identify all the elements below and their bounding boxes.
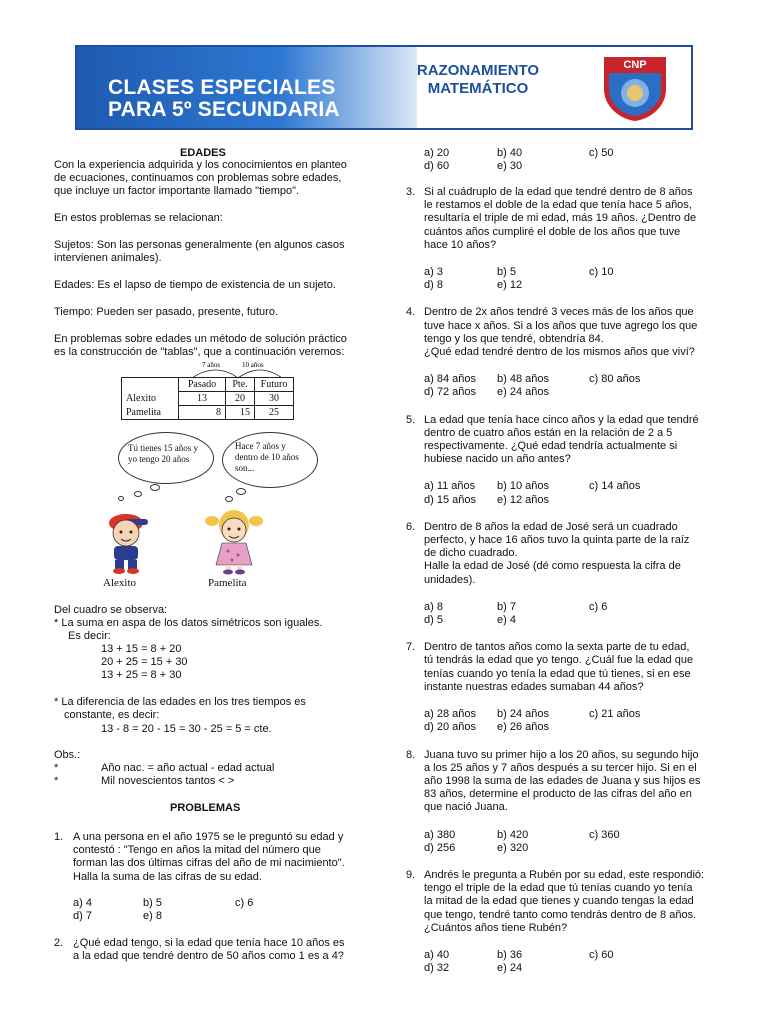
intro-paragraph-6: En problemas sobre edades un método de solución práctico es la construcción de "tablas", que a continuación veremos: <box>54 333 347 359</box>
table-row-name: Alexito <box>122 392 179 406</box>
table-header-row <box>122 378 294 392</box>
option: e) 24 <box>497 962 523 975</box>
option: b) 7 <box>497 600 516 613</box>
problem-number: 4. <box>406 306 416 319</box>
problem-number: 9. <box>406 868 416 881</box>
problem-2-options: a) 20 b) 40 c) 50 d) 60 e) 30 <box>424 147 614 173</box>
obs-star: * <box>54 762 59 774</box>
problem-number: 5. <box>406 413 416 426</box>
option: e) 24 años <box>497 386 549 399</box>
option: c) 360 <box>589 828 620 841</box>
table-cell: 15 <box>226 406 255 420</box>
option: e) 12 años <box>497 493 549 506</box>
option: a) 40 <box>424 948 450 961</box>
option: c) 80 años <box>589 373 641 386</box>
arc-label-right: 10 años <box>242 361 264 369</box>
page-title-line-2: PARA 5º SECUNDARIA <box>108 98 340 121</box>
option: a) 8 <box>424 600 443 613</box>
problem-block <box>406 749 716 855</box>
thought-bubble-pamelita: Hace 7 años y dentro de 10 años son... <box>222 432 318 488</box>
option: c) 10 <box>589 266 614 279</box>
option: c) 6 <box>589 600 608 613</box>
bubble-dot <box>225 496 233 502</box>
bubble-dot <box>118 496 124 501</box>
problem-text: Andrés le pregunta a Rubén por su edad, este respondió: tengo el triple de la edad que tú tenías cuando yo tenía la mitad de la edad que tienes y cuando tengas la edad que tengo, tendré tanto como tendrás dentro de 8 años. ¿Cuántos años tiene Rubén? <box>424 868 705 934</box>
kid-label-alexito: Alexito <box>103 577 136 589</box>
intro-paragraph-1: Con la experiencia adquirida y los conocimientos en planteo de ecuaciones, continuamos con problemas sobre edades, que incluye un factor importante llamado "tiempo". <box>54 159 347 198</box>
problems-heading: PROBLEMAS <box>170 802 241 814</box>
option: c) 6 <box>235 897 254 909</box>
problem-block <box>406 641 716 734</box>
arc-label-left: 7 años <box>202 361 221 369</box>
bubble-dot <box>134 491 142 497</box>
option: d) 5 <box>424 614 443 627</box>
option: e) 4 <box>497 614 516 627</box>
alexito-boy-illustration <box>100 505 160 575</box>
table-cell: 25 <box>255 406 294 420</box>
option: d) 8 <box>424 279 443 292</box>
observation-es-decir: Es decir: <box>68 630 111 642</box>
problem-text: Si al cuádruplo de la edad que tendré dentro de 8 años le restamos el doble de la edad que tenía hace 5 años, resultaría el triple de mi edad, más 19 años. ¿Dentro de cuántos años cumpliré el doble de los años que tuve hace 10 años? <box>424 186 697 251</box>
table-cell: 20 <box>226 392 255 406</box>
logo-text: CNP <box>623 59 647 71</box>
obs-star: * <box>54 775 59 787</box>
table-header-cell: Futuro <box>255 378 294 392</box>
obs-label: Obs.: <box>54 749 81 761</box>
section-heading-edades: EDADES <box>180 147 226 159</box>
problem-block <box>406 521 716 627</box>
problem-options <box>424 829 716 855</box>
page-title-line-1: CLASES ESPECIALES <box>108 76 336 99</box>
kid-label-pamelita: Pamelita <box>208 577 247 589</box>
problem-number: 2. <box>54 937 64 949</box>
option: e) 12 <box>497 279 523 292</box>
table-header-cell: Pasado <box>179 378 226 392</box>
right-column-problems <box>406 186 716 989</box>
option: d) 15 años <box>424 493 476 506</box>
option: b) 420 <box>497 828 529 841</box>
problem-block <box>406 306 716 399</box>
ages-table-wrapper <box>121 377 294 420</box>
obs-item-2: Mil novescientos tantos < > <box>101 775 235 787</box>
problem-number: 8. <box>406 748 416 761</box>
problem-number: 3. <box>406 186 416 198</box>
problem-1-options <box>73 897 253 923</box>
option: b) 5 <box>497 266 516 279</box>
intro-paragraph-2: En estos problemas se relacionan: <box>54 212 223 224</box>
problem-1-text: A una persona en el año 1975 se le preguntó su edad y contestó : "Tengo en años la mitad del número que forman las dos últimas cifras del año de mi nacimiento". Halla la suma de las cifras de su edad. <box>73 831 345 883</box>
option: e) 26 años <box>497 721 549 734</box>
option: e) 8 <box>143 910 162 923</box>
observation-intro: Del cuadro se observa: <box>54 604 168 616</box>
intro-paragraph-5: Tiempo: Pueden ser pasado, presente, futuro. <box>54 306 279 318</box>
option: a) 84 años <box>424 373 476 386</box>
problem-block <box>406 414 716 507</box>
option: d) 7 <box>73 910 92 923</box>
obs-item-1: Año nac. = año actual - edad actual <box>101 762 275 774</box>
problem-text: Dentro de 2x años tendré 3 veces más de los años que tuve hace x años. Si a los años que tuve agrego los que tengo y los que tendré, obtendría 84. ¿Qué edad tendré dentro de los mismos años que viví? <box>424 306 698 359</box>
problem-text: Dentro de tantos años como la sexta parte de tu edad, tú tendrás la edad que yo tengo. ¿Cuál fue la edad que tenías cuando yo tenía la edad que tú tienes, si en ese instante nuestras edades sumaban 44 años? <box>424 641 694 693</box>
option: e) 320 <box>497 841 529 854</box>
table-row <box>122 406 294 420</box>
option: a) 4 <box>73 897 92 909</box>
table-cell: 30 <box>255 392 294 406</box>
pamelita-girl-illustration <box>200 505 270 575</box>
problem-options <box>424 480 716 506</box>
table-row-name: Pamelita <box>122 406 179 420</box>
problem-number: 1. <box>54 831 64 843</box>
table-row <box>122 392 294 406</box>
problem-block <box>406 186 716 292</box>
problem-options <box>424 949 716 975</box>
bubble-dot <box>150 484 160 491</box>
problem-text: Juana tuvo su primer hijo a los 20 años, su segundo hijo a los 25 años y 7 años después a su tercer hijo. Si en el año 1998 la suma de las edades de Juana y sus hijos es 83 años, determine el producto de las cifras del año en que nació Juana. <box>424 748 701 814</box>
intro-paragraph-4: Edades: Es el lapso de tiempo de existencia de un sujeto. <box>54 279 336 291</box>
problem-number: 7. <box>406 641 416 654</box>
observation-bullet-2: * La diferencia de las edades en los tres tiempos es constante, es decir: <box>54 696 306 722</box>
table-cell: 8 <box>179 406 226 420</box>
option: b) 5 <box>143 897 162 909</box>
bubble-dot <box>236 488 246 495</box>
problem-text: La edad que tenía hace cinco años y la edad que tendré dentro de cuatro años están en la relación de 2 a 5 respectivamente. ¿Qué edad tendría actualmente si hubiese nacido un año antes? <box>424 413 699 466</box>
observation-bullet-1: * La suma en aspa de los datos simétricos son iguales. <box>54 617 323 629</box>
problem-text: Dentro de 8 años la edad de José será un cuadrado perfecto, y hace 16 años tuvo la quinta parte de la raíz de dicho cuadrado. Halle la edad de José (dé como respuesta la cifra de unidades). <box>424 520 690 586</box>
option: a) 380 <box>424 828 456 841</box>
table-header-cell: Pte. <box>226 378 255 392</box>
school-shield-logo <box>600 53 670 123</box>
difference-equation: 13 - 8 = 20 - 15 = 30 - 25 = 5 = cte. <box>101 723 272 735</box>
option: b) 36 <box>497 948 523 961</box>
subject-title-line-2: MATEMÁTICO <box>427 80 529 97</box>
problem-options <box>424 373 716 399</box>
option: a) 3 <box>424 266 443 279</box>
problem-options <box>424 266 716 292</box>
option: d) 32 <box>424 962 450 975</box>
option: b) 24 años <box>497 708 549 721</box>
option: a) 11 años <box>424 480 476 493</box>
problem-options <box>424 708 716 734</box>
option: d) 20 años <box>424 721 476 734</box>
option: b) 10 años <box>497 480 549 493</box>
ages-table <box>121 377 294 420</box>
table-cell: 13 <box>179 392 226 406</box>
problem-number: 6. <box>406 520 416 533</box>
option: c) 21 años <box>589 708 641 721</box>
sum-equation: 13 + 15 = 8 + 20 20 + 25 = 15 + 30 13 + 25 = 8 + 30 <box>101 643 188 682</box>
option: d) 72 años <box>424 386 476 399</box>
option: d) 256 <box>424 841 456 854</box>
subject-title-line-1: RAZONAMIENTO <box>416 62 540 79</box>
option: c) 60 <box>589 948 614 961</box>
problem-2-text: ¿Qué edad tengo, si la edad que tenía hace 10 años es a la edad que tendré dentro de 50 años como 1 es a 4? <box>73 937 345 963</box>
problem-block <box>406 869 716 975</box>
option: b) 48 años <box>497 373 549 386</box>
problem-options <box>424 601 716 627</box>
thought-bubble-alexito: Tú tienes 15 años y yo tengo 20 años <box>118 432 214 484</box>
intro-paragraph-3: Sujetos: Son las personas generalmente (en algunos casos intervienen animales). <box>54 239 345 265</box>
option: a) 28 años <box>424 708 476 721</box>
option: c) 14 años <box>589 480 641 493</box>
